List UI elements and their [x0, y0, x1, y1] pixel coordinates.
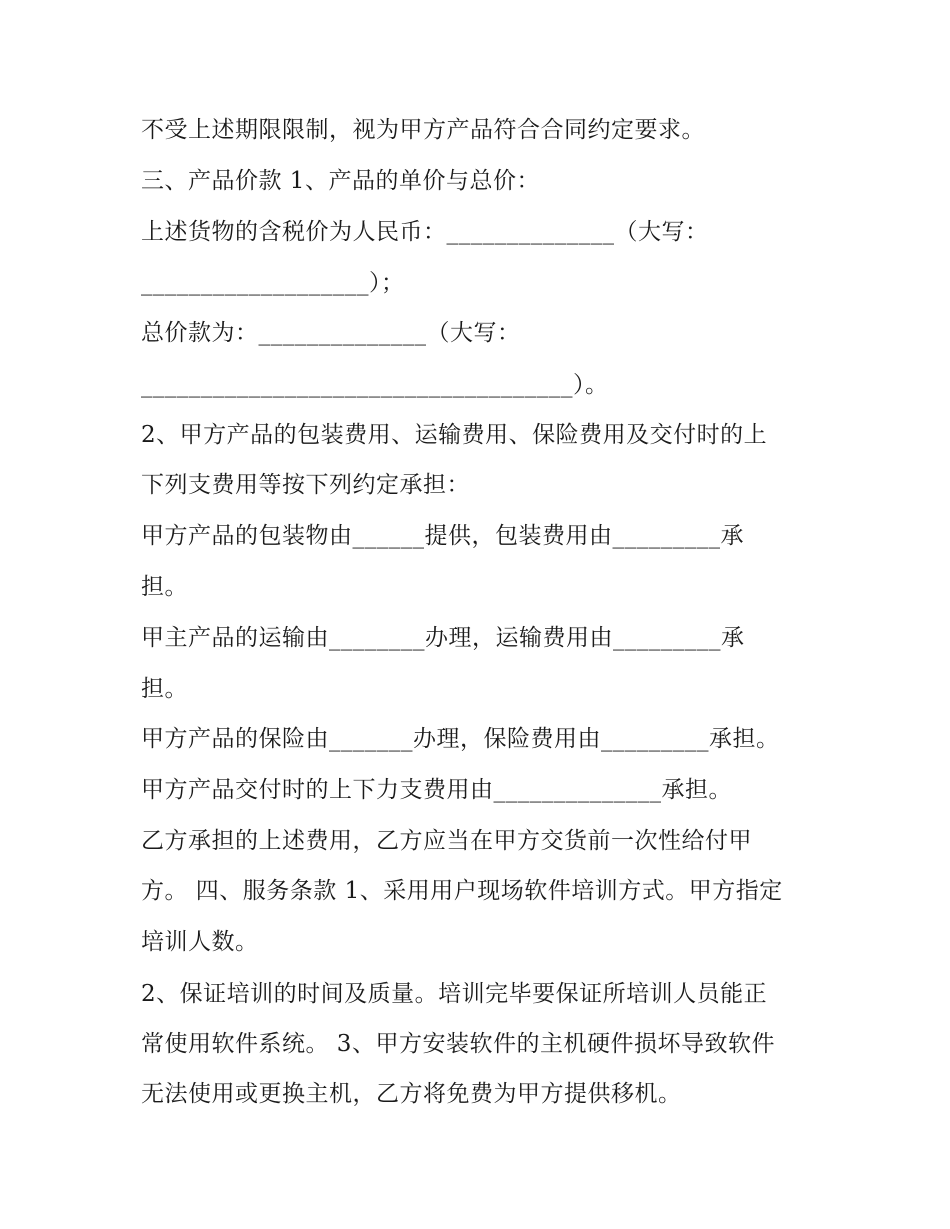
text-line-13: 甲方产品的保险由_______办理，保险费用由_________承担。 [141, 726, 780, 752]
text-line-14: 甲方产品交付时的上下力支费用由______________承担。 [141, 777, 732, 803]
text-line-3: 上述货物的含税价为人民币：______________（大写： [141, 219, 709, 245]
text-line-8: 下列支费用等按下列约定承担： [141, 472, 470, 498]
text-line-7: 2、甲方产品的包装费用、运输费用、保险费用及交付时的上 [141, 422, 768, 448]
text-line-6: ____________________________________）。 [141, 372, 609, 398]
text-line-16: 方。 四、服务条款 1、采用用户现场软件培训方式。甲方指定 [141, 878, 783, 904]
text-line-10: 担。 [141, 574, 188, 600]
text-line-20: 无法使用或更换主机，乙方将免费为甲方提供移机。 [141, 1081, 682, 1107]
text-line-1: 不受上述期限限制，视为甲方产品符合合同约定要求。 [141, 117, 705, 143]
text-line-11: 甲主产品的运输由________办理，运输费用由_________承 [141, 625, 745, 651]
text-line-18: 2、保证培训的时间及质量。培训完毕要保证所培训人员能正 [141, 981, 768, 1007]
text-line-9: 甲方产品的包装物由______提供，包装费用由_________承 [141, 523, 744, 549]
text-line-12: 担。 [141, 676, 188, 702]
text-line-2: 三、产品价款 1、产品的单价与总价： [141, 168, 540, 194]
text-line-17: 培训人数。 [141, 929, 259, 955]
text-line-19: 常使用软件系统。 3、甲方安装软件的主机硬件损坏导致软件 [141, 1031, 775, 1057]
text-line-15: 乙方承担的上述费用，乙方应当在甲方交货前一次性给付甲 [141, 828, 752, 854]
text-line-4: ___________________）； [141, 270, 405, 296]
text-line-5: 总价款为：______________（大写： [141, 320, 521, 346]
